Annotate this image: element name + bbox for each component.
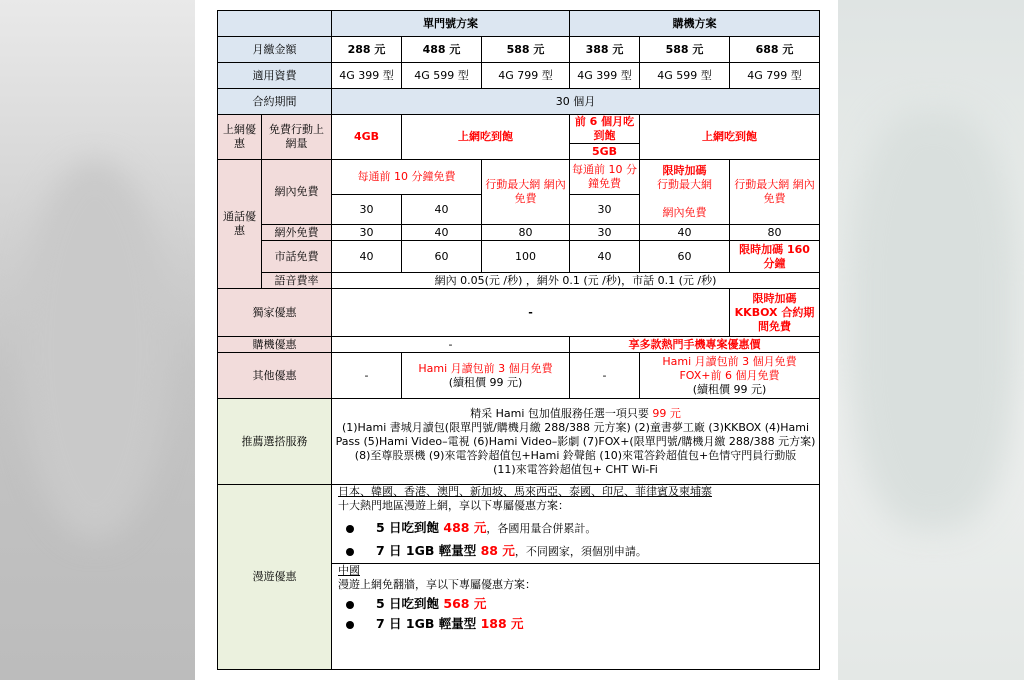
exclusive-dash: -: [332, 289, 730, 337]
roaming-5day-note: ，各國用量合併累計。: [486, 522, 597, 535]
services-row: [218, 399, 820, 485]
roaming-7day-price: 88 元: [480, 543, 515, 558]
services-line-1: [334, 407, 817, 421]
services-list: [332, 399, 820, 485]
services-line-5: (11)來電答鈴超值包+ CHT Wi-Fi: [493, 462, 658, 476]
roaming-china-7day-label: 7 日 1GB 輕量型: [376, 616, 481, 631]
rate-cell: 4G 799 型: [730, 63, 820, 89]
offnet-row: [218, 225, 820, 241]
onnet-bonus: [640, 160, 730, 225]
roaming-intro: 十大熱門地區漫遊上網，享以下專屬優惠方案：: [338, 499, 569, 512]
fee-cell: 488 元: [402, 37, 482, 63]
exclusive-label: 獨家優惠: [218, 289, 332, 337]
rate-label: 適用資費: [218, 63, 332, 89]
local-label: 市話免費: [262, 241, 332, 273]
internet-5gb: 5GB: [570, 144, 640, 160]
roaming-china-bullet-7day: [338, 614, 813, 634]
voice-rate: 網內 0.05(元 /秒) ，網外 0.1 (元 /秒)，市話 0.1 (元 /秒): [332, 273, 820, 289]
local-minutes: 40: [332, 241, 402, 273]
internet-label: 免費行動上網量: [262, 115, 332, 160]
contract-value: 30 個月: [332, 89, 820, 115]
internet-group-label: 上網優惠: [218, 115, 262, 160]
fee-label: 月繳金額: [218, 37, 332, 63]
roaming-5day-price: 488 元: [443, 520, 487, 535]
services-label: 推薦選搭服務: [218, 399, 332, 485]
roaming-bullet-7day: [338, 540, 813, 563]
roaming-7day-note: ，不同國家，須個別申請。: [514, 545, 647, 558]
plan-table: [217, 10, 820, 670]
internet-row: [218, 115, 820, 144]
contract-label: 合約期間: [218, 89, 332, 115]
roaming-7day-label: 7 日 1GB 輕量型: [376, 543, 481, 558]
services-line-4: (8)至尊股票機 (9)來電答鈴超值包+Hami 鈴聲館 (10)來電答鈴超值包+色情守門員行動版: [354, 448, 797, 462]
offnet-minutes: 80: [482, 225, 570, 241]
fee-cell: 588 元: [640, 37, 730, 63]
contract-row: [218, 89, 820, 115]
roaming-label: 漫遊優惠: [218, 485, 332, 670]
services-price: 99 元: [652, 406, 681, 420]
header-device-plan: 購機方案: [570, 11, 820, 37]
onnet-minutes: 40: [402, 195, 482, 225]
roaming-china-5day-label: 5 日吃到飽: [376, 596, 444, 611]
fee-cell: 688 元: [730, 37, 820, 63]
onnet-minutes: 30: [332, 195, 402, 225]
onnet-label: 網內免費: [262, 160, 332, 225]
roaming-china: 中國: [338, 564, 360, 577]
bullet-icon: [346, 621, 354, 629]
rate-cell: 4G 399 型: [332, 63, 402, 89]
roaming-bullet-5day: [338, 517, 813, 540]
other-hami-single-renew: (續租價 99 元): [448, 375, 523, 389]
offnet-label: 網外免費: [262, 225, 332, 241]
onnet-first10-single: 每通前 10 分鐘免費: [332, 160, 482, 195]
rate-cell: 4G 599 型: [402, 63, 482, 89]
roaming-china-bullet-5day: [338, 594, 813, 614]
services-intro: 精采 Hami 包加值服務任選一項只要: [470, 406, 653, 420]
offnet-minutes: 80: [730, 225, 820, 241]
other-fox-text: FOX+前 6 個月免費: [679, 368, 780, 382]
other-hami-device-renew: (續租價 99 元): [692, 382, 767, 396]
offnet-minutes: 30: [570, 225, 640, 241]
exclusive-row: [218, 289, 820, 337]
roaming-china-intro: 漫遊上網免翻牆，享以下專屬優惠方案：: [338, 578, 536, 591]
roaming-5day-label: 5 日吃到飽: [376, 520, 444, 535]
local-bonus: 限時加碼 160 分鐘: [730, 241, 820, 273]
other-hami-single-text: Hami 月讀包前 3 個月免費: [418, 361, 553, 375]
rate-cell: 4G 399 型: [570, 63, 640, 89]
exclusive-kkbox: 限時加碼 KKBOX 合約期間免費: [730, 289, 820, 337]
onnet-max-network-device: 行動最大網 網內免費: [730, 160, 820, 225]
fee-cell: 288 元: [332, 37, 402, 63]
other-dash: -: [332, 353, 402, 399]
other-hami-single: [402, 353, 570, 399]
rate-cell: 4G 599 型: [640, 63, 730, 89]
fee-cell: 388 元: [570, 37, 640, 63]
other-row: [218, 353, 820, 399]
rate-cell: 4G 799 型: [482, 63, 570, 89]
onnet-bonus-free: 網內免費: [662, 206, 707, 219]
internet-unlimited-single: 上網吃到飽: [402, 115, 570, 160]
local-row: [218, 241, 820, 273]
roaming-row: [218, 485, 820, 670]
purchase-offer: 享多款熱門手機專案優惠價: [570, 337, 820, 353]
voice-label: 語音費率: [262, 273, 332, 289]
onnet-first10-device: 每通前 10 分鐘免費: [570, 160, 640, 195]
bullet-icon: [346, 548, 354, 556]
fee-cell: 588 元: [482, 37, 570, 63]
header-blank: [218, 11, 332, 37]
offnet-minutes: 30: [332, 225, 402, 241]
internet-unlimited-device: 上網吃到飽: [640, 115, 820, 160]
roaming-details: [332, 485, 820, 670]
internet-4gb: 4GB: [332, 115, 402, 160]
local-minutes: 100: [482, 241, 570, 273]
services-line-3: Pass (5)Hami Video–電視 (6)Hami Video–影劇 (7)FOX+(限單門號/購機月繳 288/388 元方案): [335, 434, 816, 448]
other-hami-device-text: Hami 月讀包前 3 個月免費: [662, 354, 797, 368]
roaming-china-7day-price: 188 元: [480, 616, 524, 631]
background-left: [0, 0, 195, 680]
roaming-countries: 日本、韓國、香港、澳門、新加坡、馬來西亞、泰國、印尼、菲律賓及柬埔寨: [338, 485, 712, 498]
onnet-bonus-title: 限時加碼: [662, 164, 707, 177]
onnet-bonus-network: 行動最大網: [657, 178, 712, 191]
onnet-row-1: [218, 160, 820, 195]
purchase-row: [218, 337, 820, 353]
roaming-china-5day-price: 568 元: [443, 596, 487, 611]
onnet-minutes: 30: [570, 195, 640, 225]
voice-row: [218, 273, 820, 289]
onnet-max-network-single: 行動最大網 網內免費: [482, 160, 570, 225]
local-minutes: 60: [402, 241, 482, 273]
plan-document: [195, 0, 838, 680]
bullet-icon: [346, 525, 354, 533]
call-group-label: 通話優惠: [218, 160, 262, 289]
bullet-icon: [346, 601, 354, 609]
header-single-plan: 單門號方案: [332, 11, 570, 37]
local-minutes: 40: [570, 241, 640, 273]
other-label: 其他優惠: [218, 353, 332, 399]
purchase-dash: -: [332, 337, 570, 353]
rate-row: [218, 63, 820, 89]
local-minutes: 60: [640, 241, 730, 273]
services-line-2: (1)Hami 書城月讀包(限單門號/購機月繳 288/388 元方案) (2)童書夢工廠 (3)KKBOX (4)Hami: [341, 420, 810, 434]
background-right: [838, 0, 1024, 680]
offnet-minutes: 40: [640, 225, 730, 241]
internet-6month-unlimited: 前 6 個月吃到飽: [570, 115, 640, 144]
other-dash: -: [570, 353, 640, 399]
other-hami-device: [640, 353, 820, 399]
offnet-minutes: 40: [402, 225, 482, 241]
fee-row: [218, 37, 820, 63]
purchase-label: 購機優惠: [218, 337, 332, 353]
